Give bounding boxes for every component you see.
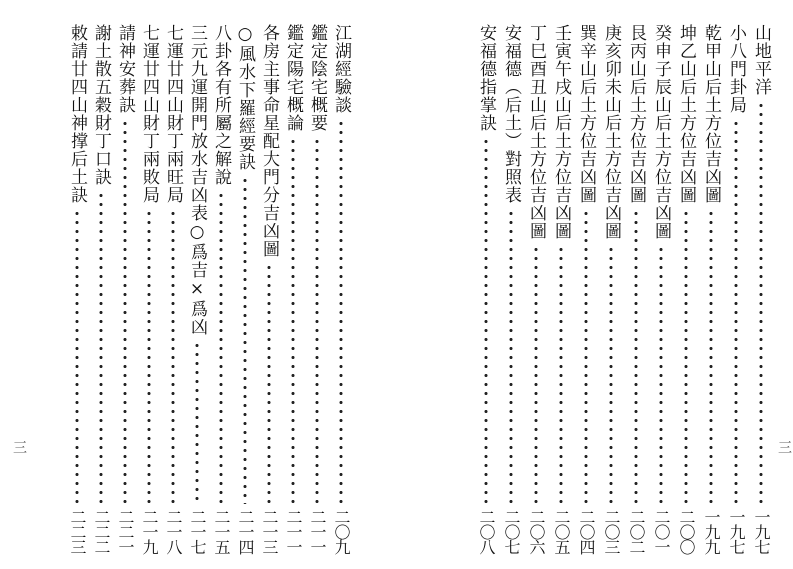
toc-entry[interactable] [66, 24, 88, 554]
toc-entry[interactable] [114, 24, 136, 554]
toc-entry-page: 二一九 [138, 506, 160, 554]
toc-entry-title: 丁巳酉丑山后土方位吉凶圖 [525, 24, 547, 243]
toc-entry-page: 二一一 [282, 506, 304, 554]
toc-entry-title: 安福德指掌訣 [475, 24, 497, 135]
toc-entry-title: ○風水下羅經要訣 [234, 24, 256, 174]
toc-entry-title: 癸申子辰山后土方位吉凶圖 [650, 24, 672, 243]
leader-dots [219, 191, 223, 504]
leader-dots [484, 137, 488, 504]
toc-entry-title: 請神安葬訣 [114, 24, 136, 117]
toc-entry-title: 乾甲山后土方位吉凶圖 [700, 24, 722, 207]
toc-entry[interactable] [330, 24, 352, 554]
leader-dots [99, 191, 103, 504]
leader-dots [339, 119, 343, 504]
toc-entry-page: 二〇〇 [675, 506, 697, 554]
toc-entry-title: 三元九運開門放水吉凶表○爲吉×爲凶 [186, 24, 208, 339]
toc-entry-page: 二〇五 [550, 506, 572, 554]
toc-entry-page: 一九七 [750, 506, 772, 554]
toc-entry-title: 敕請廿四山神撑后土訣 [66, 24, 88, 207]
toc-entry[interactable] [282, 24, 304, 554]
toc-entry-page: 二〇二 [625, 506, 647, 554]
toc-entry[interactable] [550, 24, 572, 554]
toc-entry[interactable] [186, 24, 208, 554]
leader-dots [171, 209, 175, 504]
toc-entry-title: 七運廿四山財丁兩敗局 [138, 24, 160, 207]
toc-entry[interactable] [600, 24, 622, 554]
toc-entry-title: 鑑定陰宅概要 [306, 24, 328, 135]
toc-entry-title: 江湖經驗談 [330, 24, 352, 117]
leader-dots [315, 137, 319, 504]
toc-entry-page: 一九七 [725, 506, 747, 554]
toc-entry[interactable] [525, 24, 547, 554]
toc-entry-title: 安福德（后土）對照表 [500, 24, 522, 207]
toc-entry[interactable] [675, 24, 697, 554]
toc-entry-page: 二一八 [162, 506, 184, 554]
toc-entry[interactable] [475, 24, 497, 554]
toc-entry-page: 二一三 [258, 506, 280, 554]
toc-entry-page: 二一四 [234, 506, 256, 554]
toc-entry-title: 七運廿四山財丁兩旺局 [162, 24, 184, 207]
toc-entry[interactable] [162, 24, 184, 554]
leader-dots [709, 209, 713, 504]
leader-dots [267, 263, 271, 504]
toc-entry-page: 二二三 [66, 506, 88, 554]
leader-dots [509, 209, 513, 504]
leader-dots [659, 245, 663, 504]
toc-entry-title: 鑑定陽宅概論 [282, 24, 304, 135]
leader-dots [534, 245, 538, 504]
leader-dots [759, 101, 763, 504]
toc-entry-title: 小八門卦局 [725, 24, 747, 117]
toc-entry[interactable] [210, 24, 232, 554]
toc-entry[interactable] [650, 24, 672, 554]
folio-number: 三 [11, 440, 27, 450]
toc-entry-title: 各房主事命星配大門分吉凶圖 [258, 24, 280, 261]
folio-number: 三 [776, 440, 792, 450]
toc-entry-page: 二一一 [306, 506, 328, 554]
toc-entry-page: 二一五 [210, 506, 232, 554]
leader-dots [584, 209, 588, 504]
leader-dots [559, 245, 563, 504]
toc-entry-title: 庚亥卯未山后土方位吉凶圖 [600, 24, 622, 243]
leader-dots [243, 176, 247, 504]
toc-entry-title: 巽辛山后土方位吉凶圖 [575, 24, 597, 207]
toc-entry-title: 壬寅午戌山后土方位吉凶圖 [550, 24, 572, 243]
toc-entry-title: 山地平洋 [750, 24, 772, 99]
toc-entry[interactable] [575, 24, 597, 554]
toc-entry-title: 謝土散五穀財丁口訣 [90, 24, 112, 189]
leader-dots [75, 209, 79, 504]
toc-entry-page: 二二二 [90, 506, 112, 554]
toc-entry[interactable] [700, 24, 722, 554]
toc-entry-title: 艮丙山后土方位吉凶圖 [625, 24, 647, 207]
toc-entry-page: 二〇一 [650, 506, 672, 554]
leader-dots [147, 209, 151, 504]
toc-entry[interactable] [625, 24, 647, 554]
leader-dots [291, 137, 295, 504]
toc-entry-page: 二〇六 [525, 506, 547, 554]
toc-entry-page: 一九九 [700, 506, 722, 554]
leader-dots [609, 245, 613, 504]
toc-entry-page: 二二一 [114, 506, 136, 554]
toc-entry[interactable] [725, 24, 747, 554]
toc-entry[interactable] [500, 24, 522, 554]
toc-entry[interactable] [306, 24, 328, 554]
toc-entry-page: 二〇七 [500, 506, 522, 554]
toc-entry-page: 二〇四 [575, 506, 597, 554]
toc-entry-title: 八卦各有所屬之解說 [210, 24, 232, 189]
toc-entry[interactable] [138, 24, 160, 554]
leader-dots [195, 341, 199, 504]
leader-dots [684, 209, 688, 504]
toc-entry-page: 二〇九 [330, 506, 352, 554]
toc-entry-page: 二一七 [186, 506, 208, 554]
toc-entry[interactable] [234, 24, 256, 554]
toc-entry-page: 二〇八 [475, 506, 497, 554]
leader-dots [634, 209, 638, 504]
leader-dots [734, 119, 738, 504]
toc-entry[interactable] [90, 24, 112, 554]
right-page [397, 0, 793, 569]
toc-entry[interactable] [258, 24, 280, 554]
toc-entry-page: 二〇三 [600, 506, 622, 554]
toc-entry[interactable] [750, 24, 772, 554]
leader-dots [123, 119, 127, 504]
toc-entry-title: 坤乙山后土方位吉凶圖 [675, 24, 697, 207]
